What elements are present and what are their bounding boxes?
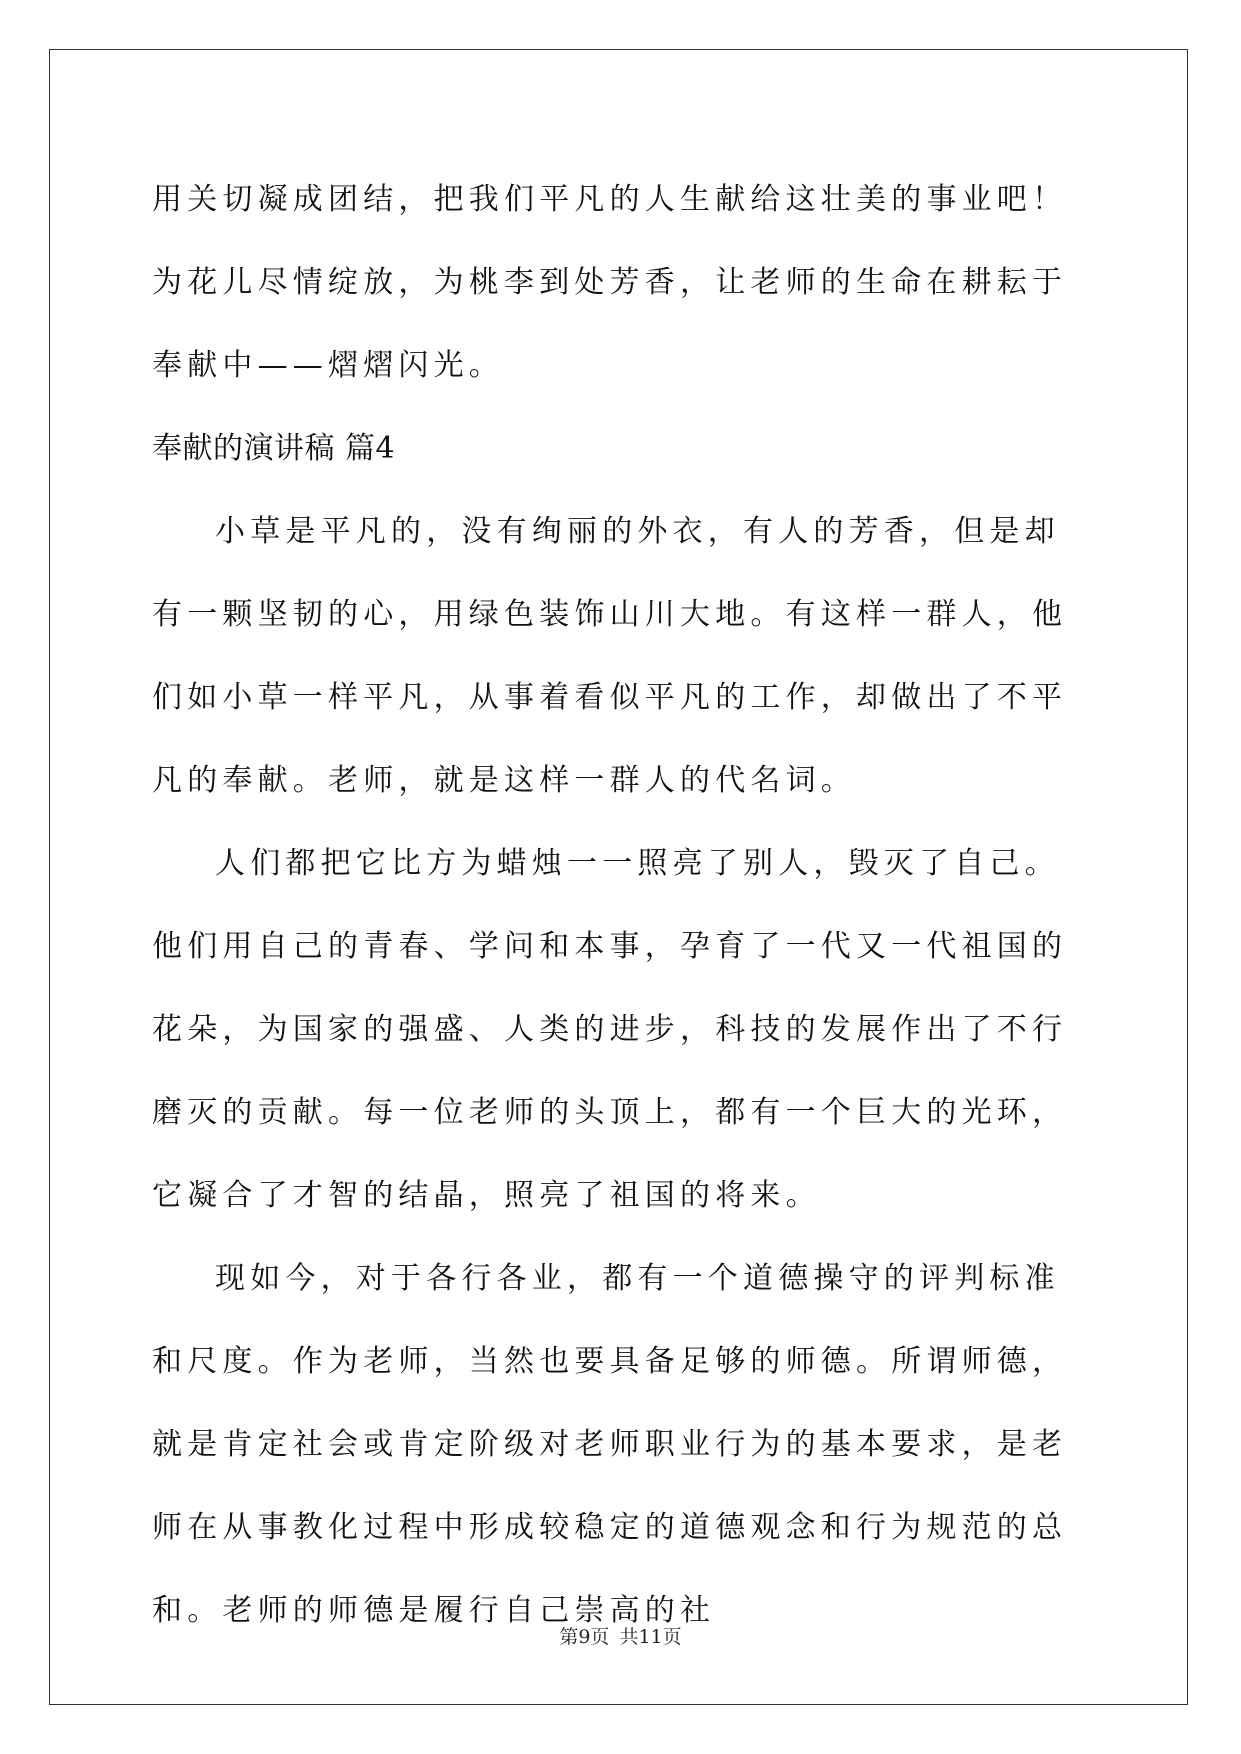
paragraph-ethics: 现如今，对于各行各业，都有一个道德操守的评判标准和尺度。作为老师，当然也要具备足够的师德。所谓师德，就是肯定社会或肯定阶级对老师职业行为的基本要求，是老师在从事教化过程中形成较稳定的道德观念和行为规范的总和。老师的师德是履行自己崇高的社 [152,1261,1068,1628]
page-number: 第9页 [559,1626,610,1648]
document-body [152,158,1092,1652]
section-heading: 奉献的演讲稿 篇4 [152,431,396,466]
page-total: 共11页 [619,1626,682,1648]
paragraph-continuation: 用关切凝成团结，把我们平凡的人生献给这壮美的事业吧！为花儿尽情绽放，为桃李到处芳香，让老师的生命在耕耘于奉献中——熠熠闪光。 [152,182,1068,383]
page-footer [0,1622,1241,1649]
paragraph-candle: 人们都把它比方为蜡烛一一照亮了别人，毁灭了自己。他们用自己的青春、学问和本事，孕育了一代又一代祖国的花朵，为国家的强盛、人类的进步，科技的发展作出了不行磨灭的贡献。每一位老师的头顶上，都有一个巨大的光环，它凝合了才智的结晶，照亮了祖国的将来。 [152,846,1068,1213]
paragraph-grass: 小草是平凡的，没有绚丽的外衣，有人的芳香，但是却有一颗坚韧的心，用绿色装饰山川大地。有这样一群人，他们如小草一样平凡，从事着看似平凡的工作，却做出了不平凡的奉献。老师，就是这样一群人的代名词。 [152,514,1068,798]
